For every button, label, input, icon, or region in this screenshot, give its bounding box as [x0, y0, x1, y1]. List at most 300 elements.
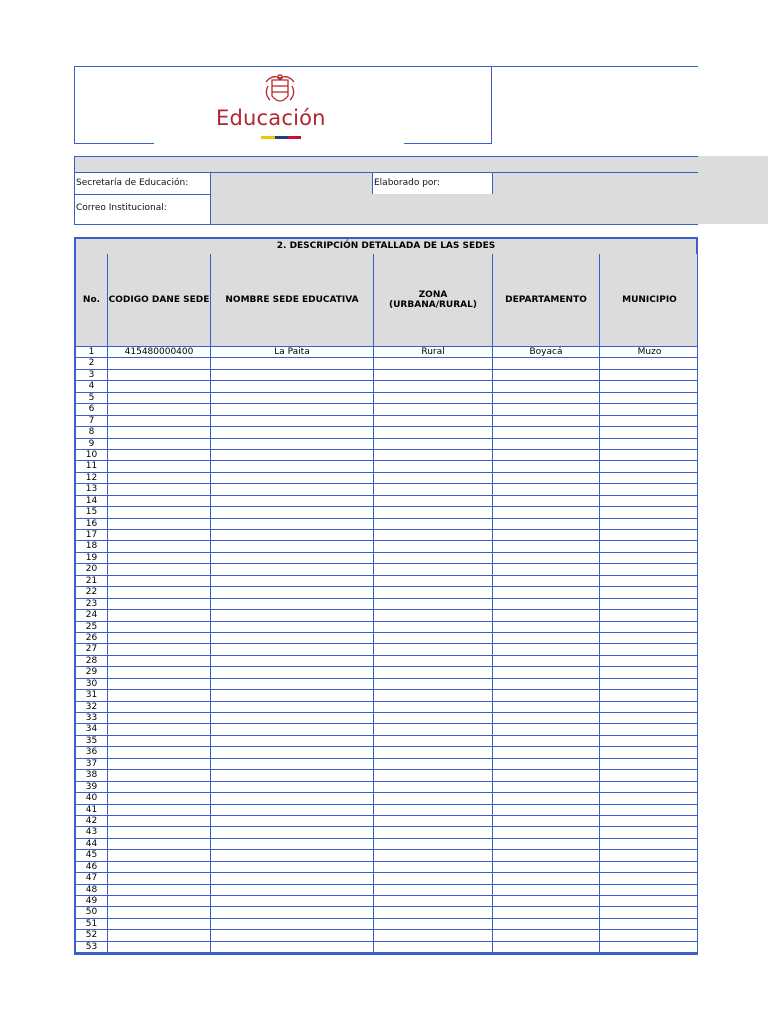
- cell-codigo[interactable]: [108, 530, 211, 540]
- cell-municipio[interactable]: [600, 393, 699, 403]
- cell-municipio[interactable]: [600, 747, 699, 757]
- cell-nombre[interactable]: [211, 496, 374, 506]
- cell-codigo[interactable]: [108, 896, 211, 906]
- cell-municipio[interactable]: [600, 930, 699, 940]
- cell-nombre[interactable]: [211, 461, 374, 471]
- cell-zona[interactable]: [374, 759, 493, 769]
- cell-codigo[interactable]: [108, 702, 211, 712]
- cell-municipio[interactable]: [600, 484, 699, 494]
- cell-codigo[interactable]: [108, 873, 211, 883]
- cell-codigo[interactable]: [108, 919, 211, 929]
- cell-zona[interactable]: [374, 599, 493, 609]
- cell-departamento[interactable]: [493, 461, 600, 471]
- cell-zona[interactable]: [374, 896, 493, 906]
- cell-zona[interactable]: [374, 667, 493, 677]
- cell-municipio[interactable]: [600, 907, 699, 917]
- cell-codigo[interactable]: [108, 381, 211, 391]
- cell-no: 4: [76, 381, 108, 391]
- cell-departamento[interactable]: [493, 370, 600, 380]
- cell-departamento[interactable]: [493, 907, 600, 917]
- cell-no: 5: [76, 393, 108, 403]
- table-row: [76, 358, 697, 369]
- cell-municipio[interactable]: [600, 519, 699, 529]
- cell-municipio[interactable]: [600, 553, 699, 563]
- cell-departamento[interactable]: [493, 816, 600, 826]
- cell-departamento[interactable]: [493, 747, 600, 757]
- cell-zona[interactable]: [374, 439, 493, 449]
- cell-nombre[interactable]: [211, 759, 374, 769]
- cell-nombre[interactable]: [211, 679, 374, 689]
- cell-codigo[interactable]: [108, 473, 211, 483]
- cell-zona[interactable]: [374, 519, 493, 529]
- cell-no: 29: [76, 667, 108, 677]
- cell-municipio[interactable]: [600, 702, 699, 712]
- cell-departamento[interactable]: [493, 644, 600, 654]
- cell-municipio[interactable]: [600, 541, 699, 551]
- cell-zona[interactable]: [374, 450, 493, 460]
- cell-zona[interactable]: [374, 564, 493, 574]
- cell-zona[interactable]: [374, 793, 493, 803]
- cell-codigo[interactable]: [108, 782, 211, 792]
- elaborado-field[interactable]: [493, 173, 699, 194]
- cell-municipio[interactable]: [600, 530, 699, 540]
- table-row: [76, 622, 697, 633]
- cell-departamento[interactable]: [493, 553, 600, 563]
- cell-zona[interactable]: [374, 427, 493, 437]
- cell-zona[interactable]: [374, 393, 493, 403]
- cell-departamento[interactable]: [493, 885, 600, 895]
- cell-municipio[interactable]: [600, 713, 699, 723]
- cell-zona[interactable]: [374, 679, 493, 689]
- table-row: [76, 347, 697, 358]
- cell-codigo[interactable]: [108, 416, 211, 426]
- cell-no: 52: [76, 930, 108, 940]
- cell-codigo[interactable]: [108, 553, 211, 563]
- cell-departamento[interactable]: [493, 805, 600, 815]
- cell-codigo[interactable]: [108, 450, 211, 460]
- cell-municipio[interactable]: [600, 862, 699, 872]
- cell-codigo[interactable]: [108, 907, 211, 917]
- cell-nombre[interactable]: [211, 667, 374, 677]
- cell-municipio[interactable]: [600, 416, 699, 426]
- cell-nombre[interactable]: [211, 553, 374, 563]
- cell-codigo[interactable]: [108, 541, 211, 551]
- cell-departamento[interactable]: [493, 873, 600, 883]
- cell-codigo[interactable]: [108, 713, 211, 723]
- cell-codigo[interactable]: [108, 805, 211, 815]
- cell-nombre[interactable]: [211, 610, 374, 620]
- cell-nombre[interactable]: [211, 427, 374, 437]
- table-row: [76, 553, 697, 564]
- cell-municipio[interactable]: [600, 644, 699, 654]
- cell-departamento[interactable]: [493, 393, 600, 403]
- cell-municipio[interactable]: Muzo: [637, 347, 662, 357]
- cell-municipio[interactable]: [600, 370, 699, 380]
- cell-departamento[interactable]: [493, 576, 600, 586]
- cell-nombre[interactable]: [211, 599, 374, 609]
- cell-departamento[interactable]: [493, 381, 600, 391]
- cell-codigo[interactable]: [108, 610, 211, 620]
- cell-codigo[interactable]: [108, 656, 211, 666]
- cell-nombre[interactable]: [211, 839, 374, 849]
- cell-zona[interactable]: [374, 782, 493, 792]
- cell-nombre[interactable]: [211, 713, 374, 723]
- cell-departamento[interactable]: [493, 690, 600, 700]
- cell-municipio[interactable]: [600, 564, 699, 574]
- cell-municipio[interactable]: [600, 873, 699, 883]
- cell-codigo[interactable]: [108, 370, 211, 380]
- cell-zona[interactable]: [374, 690, 493, 700]
- cell-municipio[interactable]: [600, 770, 699, 780]
- cell-municipio[interactable]: [600, 724, 699, 734]
- cell-zona[interactable]: [374, 656, 493, 666]
- cell-departamento[interactable]: [493, 930, 600, 940]
- cell-zona[interactable]: [374, 702, 493, 712]
- cell-nombre[interactable]: [211, 358, 374, 368]
- cell-municipio[interactable]: [600, 473, 699, 483]
- cell-nombre[interactable]: [211, 576, 374, 586]
- cell-codigo[interactable]: [108, 850, 211, 860]
- table-row: [76, 885, 697, 896]
- cell-zona[interactable]: [374, 805, 493, 815]
- cell-municipio[interactable]: [600, 656, 699, 666]
- cell-no: 50: [76, 907, 108, 917]
- cell-zona[interactable]: [374, 839, 493, 849]
- cell-departamento[interactable]: [493, 782, 600, 792]
- cell-departamento[interactable]: [493, 450, 600, 460]
- cell-departamento[interactable]: [493, 862, 600, 872]
- cell-nombre[interactable]: [211, 530, 374, 540]
- col-header-zona: ZONA (URBANA/RURAL): [374, 254, 493, 346]
- cell-municipio[interactable]: [600, 667, 699, 677]
- cell-zona[interactable]: [374, 862, 493, 872]
- cell-municipio[interactable]: [600, 427, 699, 437]
- cell-departamento[interactable]: [493, 541, 600, 551]
- cell-departamento[interactable]: [493, 599, 600, 609]
- cell-codigo[interactable]: [108, 839, 211, 849]
- cell-no: 10: [76, 450, 108, 460]
- cell-nombre[interactable]: [211, 370, 374, 380]
- cell-departamento[interactable]: [493, 416, 600, 426]
- cell-nombre[interactable]: [211, 622, 374, 632]
- cell-departamento[interactable]: [493, 839, 600, 849]
- cell-zona[interactable]: [374, 622, 493, 632]
- cell-codigo[interactable]: [108, 827, 211, 837]
- cell-zona[interactable]: [374, 747, 493, 757]
- cell-nombre[interactable]: [211, 564, 374, 574]
- table-header: [74, 254, 698, 347]
- table-row: [76, 793, 697, 804]
- cell-municipio[interactable]: [600, 679, 699, 689]
- cell-municipio[interactable]: [600, 404, 699, 414]
- cell-departamento[interactable]: [493, 473, 600, 483]
- cell-nombre[interactable]: [211, 907, 374, 917]
- cell-codigo[interactable]: [108, 667, 211, 677]
- cell-municipio[interactable]: [600, 381, 699, 391]
- cell-municipio[interactable]: [600, 358, 699, 368]
- cell-departamento[interactable]: Boyacá: [493, 347, 600, 357]
- cell-zona[interactable]: [374, 610, 493, 620]
- cell-departamento[interactable]: [493, 827, 600, 837]
- cell-nombre[interactable]: [211, 507, 374, 517]
- cell-codigo[interactable]: [108, 736, 211, 746]
- cell-zona[interactable]: [374, 576, 493, 586]
- flag-stripe-red: [288, 136, 301, 139]
- cell-municipio[interactable]: [600, 896, 699, 906]
- cell-no: 20: [76, 564, 108, 574]
- cell-zona[interactable]: [374, 587, 493, 597]
- cell-departamento[interactable]: [493, 358, 600, 368]
- cell-nombre[interactable]: [211, 473, 374, 483]
- cell-codigo[interactable]: [108, 484, 211, 494]
- cell-departamento[interactable]: [493, 793, 600, 803]
- cell-municipio[interactable]: [600, 690, 699, 700]
- cell-departamento[interactable]: [493, 404, 600, 414]
- cell-zona[interactable]: [374, 553, 493, 563]
- cell-codigo[interactable]: [108, 507, 211, 517]
- cell-nombre[interactable]: [211, 541, 374, 551]
- cell-codigo[interactable]: [108, 496, 211, 506]
- cell-departamento[interactable]: [493, 484, 600, 494]
- cell-municipio[interactable]: [600, 622, 699, 632]
- cell-zona[interactable]: [374, 942, 493, 952]
- cell-municipio[interactable]: [600, 450, 699, 460]
- cell-zona[interactable]: [374, 530, 493, 540]
- cell-codigo[interactable]: [108, 747, 211, 757]
- cell-municipio[interactable]: [600, 587, 699, 597]
- cell-codigo[interactable]: [108, 461, 211, 471]
- cell-zona[interactable]: [374, 461, 493, 471]
- cell-nombre[interactable]: [211, 885, 374, 895]
- cell-municipio[interactable]: [600, 885, 699, 895]
- cell-nombre[interactable]: [211, 702, 374, 712]
- cell-codigo[interactable]: [108, 724, 211, 734]
- cell-zona[interactable]: [374, 507, 493, 517]
- cell-codigo[interactable]: [108, 404, 211, 414]
- cell-municipio[interactable]: [600, 576, 699, 586]
- cell-codigo[interactable]: [108, 393, 211, 403]
- cell-municipio[interactable]: [600, 805, 699, 815]
- cell-municipio[interactable]: [600, 736, 699, 746]
- cell-nombre[interactable]: [211, 724, 374, 734]
- cell-departamento[interactable]: [493, 519, 600, 529]
- cell-codigo[interactable]: 415480000400: [108, 347, 211, 357]
- cell-zona[interactable]: [374, 404, 493, 414]
- cell-nombre[interactable]: [211, 519, 374, 529]
- cell-nombre[interactable]: [211, 896, 374, 906]
- header-border-segment: [404, 143, 492, 144]
- cell-nombre[interactable]: [211, 827, 374, 837]
- cell-nombre[interactable]: [211, 381, 374, 391]
- cell-codigo[interactable]: [108, 587, 211, 597]
- cell-codigo[interactable]: [108, 690, 211, 700]
- cell-departamento[interactable]: [493, 919, 600, 929]
- cell-codigo[interactable]: [108, 427, 211, 437]
- cell-nombre[interactable]: [211, 770, 374, 780]
- cell-municipio[interactable]: [600, 599, 699, 609]
- cell-codigo[interactable]: [108, 759, 211, 769]
- cell-zona[interactable]: [374, 541, 493, 551]
- cell-departamento[interactable]: [493, 439, 600, 449]
- cell-departamento[interactable]: [493, 896, 600, 906]
- cell-nombre[interactable]: [211, 393, 374, 403]
- cell-municipio[interactable]: [600, 839, 699, 849]
- cell-nombre[interactable]: [211, 919, 374, 929]
- cell-nombre[interactable]: [211, 930, 374, 940]
- cell-no: 27: [76, 644, 108, 654]
- table-row: [76, 507, 697, 518]
- table-row: [76, 850, 697, 861]
- cell-codigo[interactable]: [108, 816, 211, 826]
- cell-departamento[interactable]: [493, 942, 600, 952]
- cell-nombre[interactable]: [211, 862, 374, 872]
- cell-codigo[interactable]: [108, 599, 211, 609]
- cell-zona[interactable]: [374, 633, 493, 643]
- cell-zona[interactable]: [374, 473, 493, 483]
- cell-nombre[interactable]: [211, 736, 374, 746]
- cell-zona[interactable]: [374, 358, 493, 368]
- cell-departamento[interactable]: [493, 610, 600, 620]
- cell-municipio[interactable]: [600, 496, 699, 506]
- cell-nombre[interactable]: [211, 644, 374, 654]
- cell-municipio[interactable]: [600, 919, 699, 929]
- cell-zona[interactable]: [374, 381, 493, 391]
- cell-zona[interactable]: Rural: [374, 347, 493, 357]
- cell-zona[interactable]: [374, 907, 493, 917]
- cell-municipio[interactable]: [600, 633, 699, 643]
- cell-zona[interactable]: [374, 827, 493, 837]
- table-row: [76, 724, 697, 735]
- cell-municipio[interactable]: [600, 439, 699, 449]
- cell-nombre[interactable]: [211, 484, 374, 494]
- cell-zona[interactable]: [374, 484, 493, 494]
- cell-zona[interactable]: [374, 416, 493, 426]
- cell-departamento[interactable]: [493, 622, 600, 632]
- cell-codigo[interactable]: [108, 519, 211, 529]
- cell-codigo[interactable]: [108, 358, 211, 368]
- cell-zona[interactable]: [374, 370, 493, 380]
- cell-zona[interactable]: [374, 919, 493, 929]
- cell-nombre[interactable]: La Paita: [211, 347, 374, 357]
- cell-municipio[interactable]: [600, 793, 699, 803]
- cell-no: 14: [76, 496, 108, 506]
- table-row: [76, 461, 697, 472]
- cell-codigo[interactable]: [108, 439, 211, 449]
- cell-codigo[interactable]: [108, 862, 211, 872]
- cell-nombre[interactable]: [211, 690, 374, 700]
- cell-departamento[interactable]: [493, 667, 600, 677]
- cell-departamento[interactable]: [493, 530, 600, 540]
- cell-nombre[interactable]: [211, 805, 374, 815]
- cell-departamento[interactable]: [493, 656, 600, 666]
- cell-nombre[interactable]: [211, 439, 374, 449]
- cell-zona[interactable]: [374, 644, 493, 654]
- correo-field[interactable]: [211, 194, 699, 224]
- cell-nombre[interactable]: [211, 816, 374, 826]
- cell-codigo[interactable]: [108, 930, 211, 940]
- cell-nombre[interactable]: [211, 850, 374, 860]
- cell-departamento[interactable]: [493, 427, 600, 437]
- cell-municipio[interactable]: [600, 610, 699, 620]
- cell-departamento[interactable]: [493, 679, 600, 689]
- cell-nombre[interactable]: [211, 656, 374, 666]
- cell-no: 41: [76, 805, 108, 815]
- cell-departamento[interactable]: [493, 770, 600, 780]
- cell-municipio[interactable]: [600, 759, 699, 769]
- cell-zona[interactable]: [374, 713, 493, 723]
- cell-municipio[interactable]: [600, 461, 699, 471]
- cell-codigo[interactable]: [108, 793, 211, 803]
- cell-zona[interactable]: [374, 736, 493, 746]
- secretaria-field[interactable]: [211, 173, 372, 194]
- cell-nombre[interactable]: [211, 782, 374, 792]
- cell-codigo[interactable]: [108, 564, 211, 574]
- cell-no: 26: [76, 633, 108, 643]
- cell-nombre[interactable]: [211, 793, 374, 803]
- cell-municipio[interactable]: [600, 816, 699, 826]
- cell-municipio[interactable]: [600, 782, 699, 792]
- cell-codigo[interactable]: [108, 622, 211, 632]
- cell-nombre[interactable]: [211, 747, 374, 757]
- side-grey-block: [698, 156, 768, 224]
- cell-nombre[interactable]: [211, 416, 374, 426]
- table-row: [76, 484, 697, 495]
- cell-departamento[interactable]: [493, 724, 600, 734]
- cell-zona[interactable]: [374, 816, 493, 826]
- cell-departamento[interactable]: [493, 736, 600, 746]
- cell-municipio[interactable]: [600, 827, 699, 837]
- correo-label: Correo Institucional:: [76, 203, 167, 213]
- cell-departamento[interactable]: [493, 702, 600, 712]
- cell-codigo[interactable]: [108, 644, 211, 654]
- cell-codigo[interactable]: [108, 770, 211, 780]
- cell-departamento[interactable]: [493, 496, 600, 506]
- cell-zona[interactable]: [374, 930, 493, 940]
- cell-zona[interactable]: [374, 850, 493, 860]
- cell-nombre[interactable]: [211, 942, 374, 952]
- cell-no: 15: [76, 507, 108, 517]
- cell-departamento[interactable]: [493, 633, 600, 643]
- cell-zona[interactable]: [374, 873, 493, 883]
- cell-nombre[interactable]: [211, 404, 374, 414]
- cell-municipio[interactable]: [600, 850, 699, 860]
- cell-nombre[interactable]: [211, 587, 374, 597]
- cell-nombre[interactable]: [211, 873, 374, 883]
- table-row: [76, 599, 697, 610]
- cell-municipio[interactable]: [600, 942, 699, 952]
- cell-codigo[interactable]: [108, 942, 211, 952]
- cell-codigo[interactable]: [108, 885, 211, 895]
- table-row: [76, 633, 697, 644]
- cell-codigo[interactable]: [108, 576, 211, 586]
- cell-nombre[interactable]: [211, 450, 374, 460]
- cell-departamento[interactable]: [493, 507, 600, 517]
- cell-departamento[interactable]: [493, 587, 600, 597]
- cell-codigo[interactable]: [108, 633, 211, 643]
- table-row: [76, 747, 697, 758]
- cell-departamento[interactable]: [493, 713, 600, 723]
- cell-nombre[interactable]: [211, 633, 374, 643]
- cell-zona[interactable]: [374, 496, 493, 506]
- cell-codigo[interactable]: [108, 679, 211, 689]
- cell-municipio[interactable]: [600, 507, 699, 517]
- cell-zona[interactable]: [374, 770, 493, 780]
- cell-zona[interactable]: [374, 724, 493, 734]
- cell-departamento[interactable]: [493, 564, 600, 574]
- cell-departamento[interactable]: [493, 850, 600, 860]
- cell-departamento[interactable]: [493, 759, 600, 769]
- cell-zona[interactable]: [374, 885, 493, 895]
